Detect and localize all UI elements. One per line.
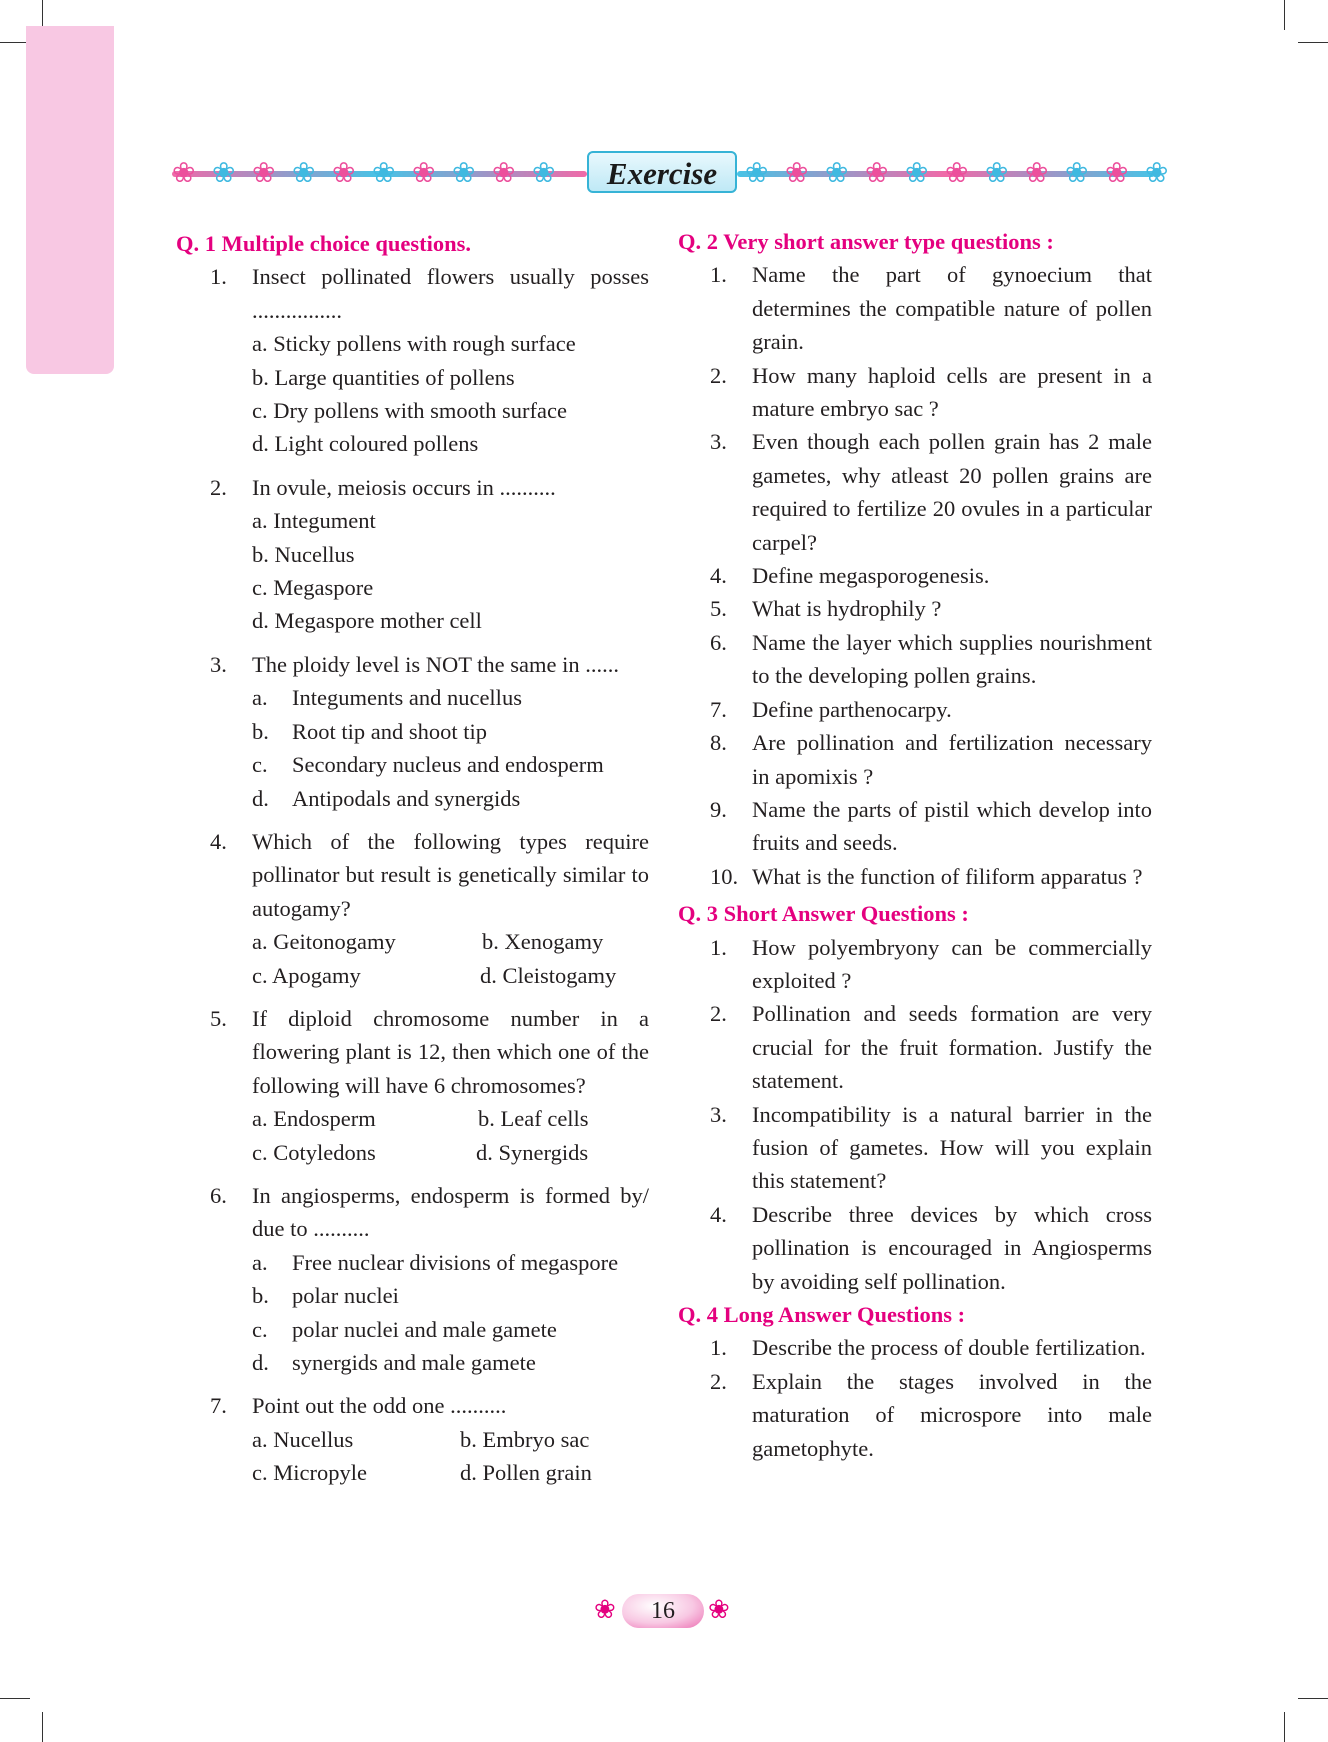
option-letter: b.	[252, 1283, 269, 1309]
mcq-option-row	[210, 959, 649, 992]
mcq-question	[210, 648, 649, 681]
option-text: Root tip and shoot tip	[292, 718, 488, 744]
item-number: 7.	[710, 696, 727, 722]
mcq-option: a. Geitonogamy	[252, 929, 396, 955]
q2-item	[710, 425, 1152, 559]
item-number: 4.	[710, 563, 727, 589]
mcq-question	[210, 1389, 649, 1422]
q3-item	[710, 1198, 1152, 1298]
flower-icon: ❀	[252, 158, 276, 189]
item-number: 3.	[710, 429, 727, 455]
mcq-question	[210, 260, 649, 327]
mcq-option	[210, 1346, 649, 1379]
mcq-option: a. Sticky pollens with rough surface	[252, 331, 576, 357]
item-text: Incompatibility is a natural barrier in the fusion of gametes. How will you explain this statement?	[752, 1101, 1152, 1194]
page-number: 16	[622, 1594, 704, 1628]
mcq-option-row	[210, 1136, 649, 1169]
q4-item	[710, 1331, 1152, 1364]
mcq-option	[210, 715, 649, 748]
item-text: Name the layer which supplies nourishment to the developing pollen grains.	[752, 629, 1152, 689]
mcq-option: b. Xenogamy	[482, 929, 604, 955]
item-number: 1.	[710, 934, 727, 960]
flower-icon: ❀	[905, 158, 929, 189]
mcq-option: c. Dry pollens with smooth surface	[252, 398, 567, 424]
mcq-number: 2.	[210, 474, 227, 500]
q2-heading: Q. 2 Very short answer type questions :	[678, 229, 1054, 254]
flower-icon: ❀	[745, 158, 769, 189]
mcq-question	[210, 471, 649, 504]
q1-list	[176, 260, 649, 1489]
flower-icon: ❀	[1105, 158, 1129, 189]
item-number: 9.	[710, 796, 727, 822]
item-text: Name the parts of pistil which develop into fruits and seeds.	[752, 796, 1152, 856]
q3-list	[678, 931, 1152, 1298]
q1-heading: Q. 1 Multiple choice questions.	[176, 231, 472, 256]
q2-item	[710, 860, 1152, 893]
flower-icon: ❀	[412, 158, 436, 189]
mcq-question	[210, 1179, 649, 1246]
mcq-option-row	[210, 1456, 649, 1489]
option-text: Free nuclear divisions of megaspore	[292, 1249, 619, 1275]
item-number: 2.	[710, 1368, 727, 1394]
mcq-option: d. Cleistogamy	[480, 962, 617, 988]
item-number: 5.	[710, 596, 727, 622]
mcq-option: b. Leaf cells	[478, 1106, 589, 1132]
mcq-option: b. Large quantities of pollens	[252, 364, 515, 390]
mcq-option	[210, 681, 649, 714]
mcq-text: Point out the odd one ..........	[252, 1393, 507, 1419]
mcq-option: c. Megaspore	[252, 575, 374, 601]
mcq-option: a. Nucellus	[252, 1426, 354, 1452]
q3-item	[710, 1098, 1152, 1198]
q2-list	[678, 258, 1152, 893]
item-number: 3.	[710, 1101, 727, 1127]
flower-icon: ❀	[594, 1595, 616, 1624]
crop-mark	[1284, 0, 1285, 30]
item-text: Define parthenocarpy.	[752, 696, 952, 722]
item-number: 2.	[710, 362, 727, 388]
item-text: How many haploid cells are present in a mature embryo sac ?	[752, 362, 1152, 422]
mcq-option: d. Pollen grain	[460, 1460, 592, 1486]
item-text: How polyembryony can be commercially exploited ?	[752, 934, 1152, 993]
flower-icon: ❀	[825, 158, 849, 189]
flower-icon: ❀	[532, 158, 556, 189]
option-letter: d.	[252, 785, 269, 811]
crop-mark	[1298, 1698, 1328, 1699]
flower-icon: ❀	[985, 158, 1009, 189]
mcq-option: c. Cotyledons	[252, 1139, 376, 1165]
option-text: polar nuclei	[292, 1283, 399, 1309]
flower-icon: ❀	[865, 158, 889, 189]
mcq-number: 1.	[210, 264, 227, 290]
mcq-option	[210, 748, 649, 781]
mcq-text: In angiosperms, endosperm is formed by/ due to ..........	[252, 1182, 649, 1242]
mcq-question	[210, 1002, 649, 1102]
q2-item	[710, 592, 1152, 625]
option-text: Secondary nucleus and endosperm	[292, 752, 604, 778]
option-text: Integuments and nucellus	[292, 685, 522, 711]
q3-item	[710, 931, 1152, 998]
q2-item	[710, 359, 1152, 426]
item-text: Describe the process of double fertilization.	[752, 1335, 1146, 1361]
mcq-option-row	[210, 1102, 649, 1135]
flower-icon: ❀	[785, 158, 809, 189]
flower-icon: ❀	[452, 158, 476, 189]
mcq-number: 6.	[210, 1182, 227, 1208]
flower-icon: ❀	[1065, 158, 1089, 189]
q2-item	[710, 559, 1152, 592]
mcq-option: a. Integument	[252, 508, 376, 534]
mcq-number: 3.	[210, 651, 227, 677]
q4-heading: Q. 4 Long Answer Questions :	[678, 1302, 966, 1327]
q3-item	[710, 997, 1152, 1097]
crop-mark	[1298, 42, 1328, 43]
mcq-option-row	[210, 925, 649, 958]
option-text: synergids and male gamete	[292, 1350, 536, 1375]
flower-icon: ❀	[708, 1595, 730, 1624]
flower-icon: ❀	[492, 158, 516, 189]
flower-icon: ❀	[212, 158, 236, 189]
mcq-option	[210, 1279, 649, 1312]
mcq-option: c. Apogamy	[252, 962, 361, 988]
option-letter: a.	[252, 685, 268, 711]
q2-item	[710, 693, 1152, 726]
flower-icon: ❀	[372, 158, 396, 189]
item-number: 8.	[710, 730, 727, 756]
mcq-option: b. Embryo sac	[460, 1426, 590, 1452]
item-text: Are pollination and fertilization necessary in apomixis ?	[752, 730, 1152, 789]
option-letter: b.	[252, 718, 269, 744]
right-column	[678, 225, 1152, 1465]
item-text: Name the part of gynoecium that determines the compatible nature of pollen grain.	[752, 262, 1152, 355]
mcq-option: a. Endosperm	[252, 1106, 376, 1132]
flower-icon: ❀	[332, 158, 356, 189]
item-number: 1.	[710, 262, 727, 288]
item-text: What is hydrophily ?	[752, 596, 942, 622]
flower-icon: ❀	[172, 158, 196, 189]
option-text: Antipodals and synergids	[292, 785, 521, 811]
exercise-title: Exercise	[587, 151, 737, 193]
item-number: 1.	[710, 1335, 727, 1361]
mcq-number: 5.	[210, 1005, 227, 1031]
mcq-option: d. Light coloured pollens	[252, 431, 479, 457]
mcq-text: If diploid chromosome number in a flowering plant is 12, then which one of the following will have 6 chromosomes?	[252, 1005, 649, 1098]
item-number: 2.	[710, 1001, 727, 1027]
q4-list	[678, 1331, 1152, 1465]
item-number: 6.	[710, 629, 727, 655]
side-tab	[26, 26, 114, 374]
mcq-option: d. Synergids	[476, 1139, 589, 1165]
q2-item	[710, 793, 1152, 860]
mcq-text: Which of the following types require pollinator but result is genetically similar to autogamy?	[252, 828, 649, 921]
option-letter: d.	[252, 1350, 269, 1375]
item-text: Define megasporogenesis.	[752, 563, 990, 589]
q2-item	[710, 626, 1152, 693]
item-text: Even though each pollen grain has 2 male gametes, why atleast 20 pollen grains are required to fertilize 20 ovules in a particular carpel?	[752, 429, 1152, 555]
item-text: Explain the stages involved in the maturation of microspore into male gametophyte.	[752, 1368, 1152, 1461]
mcq-text: In ovule, meiosis occurs in ..........	[252, 474, 556, 500]
option-letter: c.	[252, 752, 268, 778]
crop-mark	[42, 1712, 43, 1742]
item-number: 10.	[710, 863, 739, 889]
flower-icon: ❀	[945, 158, 969, 189]
q3-heading: Q. 3 Short Answer Questions :	[678, 901, 969, 927]
left-column	[176, 227, 649, 1490]
flower-icon: ❀	[292, 158, 316, 189]
flower-icon: ❀	[1025, 158, 1049, 189]
mcq-option	[210, 1246, 649, 1279]
item-text: Pollination and seeds formation are very crucial for the fruit formation. Justify the statement.	[752, 1001, 1152, 1094]
mcq-option: d. Megaspore mother cell	[252, 608, 482, 634]
mcq-option	[210, 782, 649, 815]
mcq-option: c. Micropyle	[252, 1460, 367, 1486]
option-text: polar nuclei and male gamete	[292, 1316, 557, 1342]
mcq-number: 4.	[210, 828, 227, 854]
q4-item	[710, 1365, 1152, 1465]
item-number: 4.	[710, 1201, 727, 1227]
mcq-text: Insect pollinated flowers usually posses ................	[252, 264, 649, 323]
q2-item	[710, 726, 1152, 793]
option-letter: a.	[252, 1249, 268, 1275]
mcq-option-row	[210, 1423, 649, 1456]
crop-mark	[1284, 1712, 1285, 1742]
q2-item	[710, 258, 1152, 358]
item-text: Describe three devices by which cross pollination is encouraged in Angiosperms by avoiding self pollination.	[752, 1201, 1152, 1294]
flower-icon: ❀	[1145, 158, 1169, 189]
mcq-question	[210, 825, 649, 925]
mcq-number: 7.	[210, 1393, 227, 1419]
crop-mark	[0, 1698, 30, 1699]
mcq-text: The ploidy level is NOT the same in ......	[252, 651, 620, 677]
option-letter: c.	[252, 1316, 268, 1342]
mcq-option: b. Nucellus	[252, 541, 355, 567]
item-text: What is the function of filiform apparatus ?	[752, 863, 1143, 889]
mcq-option	[210, 1313, 649, 1346]
